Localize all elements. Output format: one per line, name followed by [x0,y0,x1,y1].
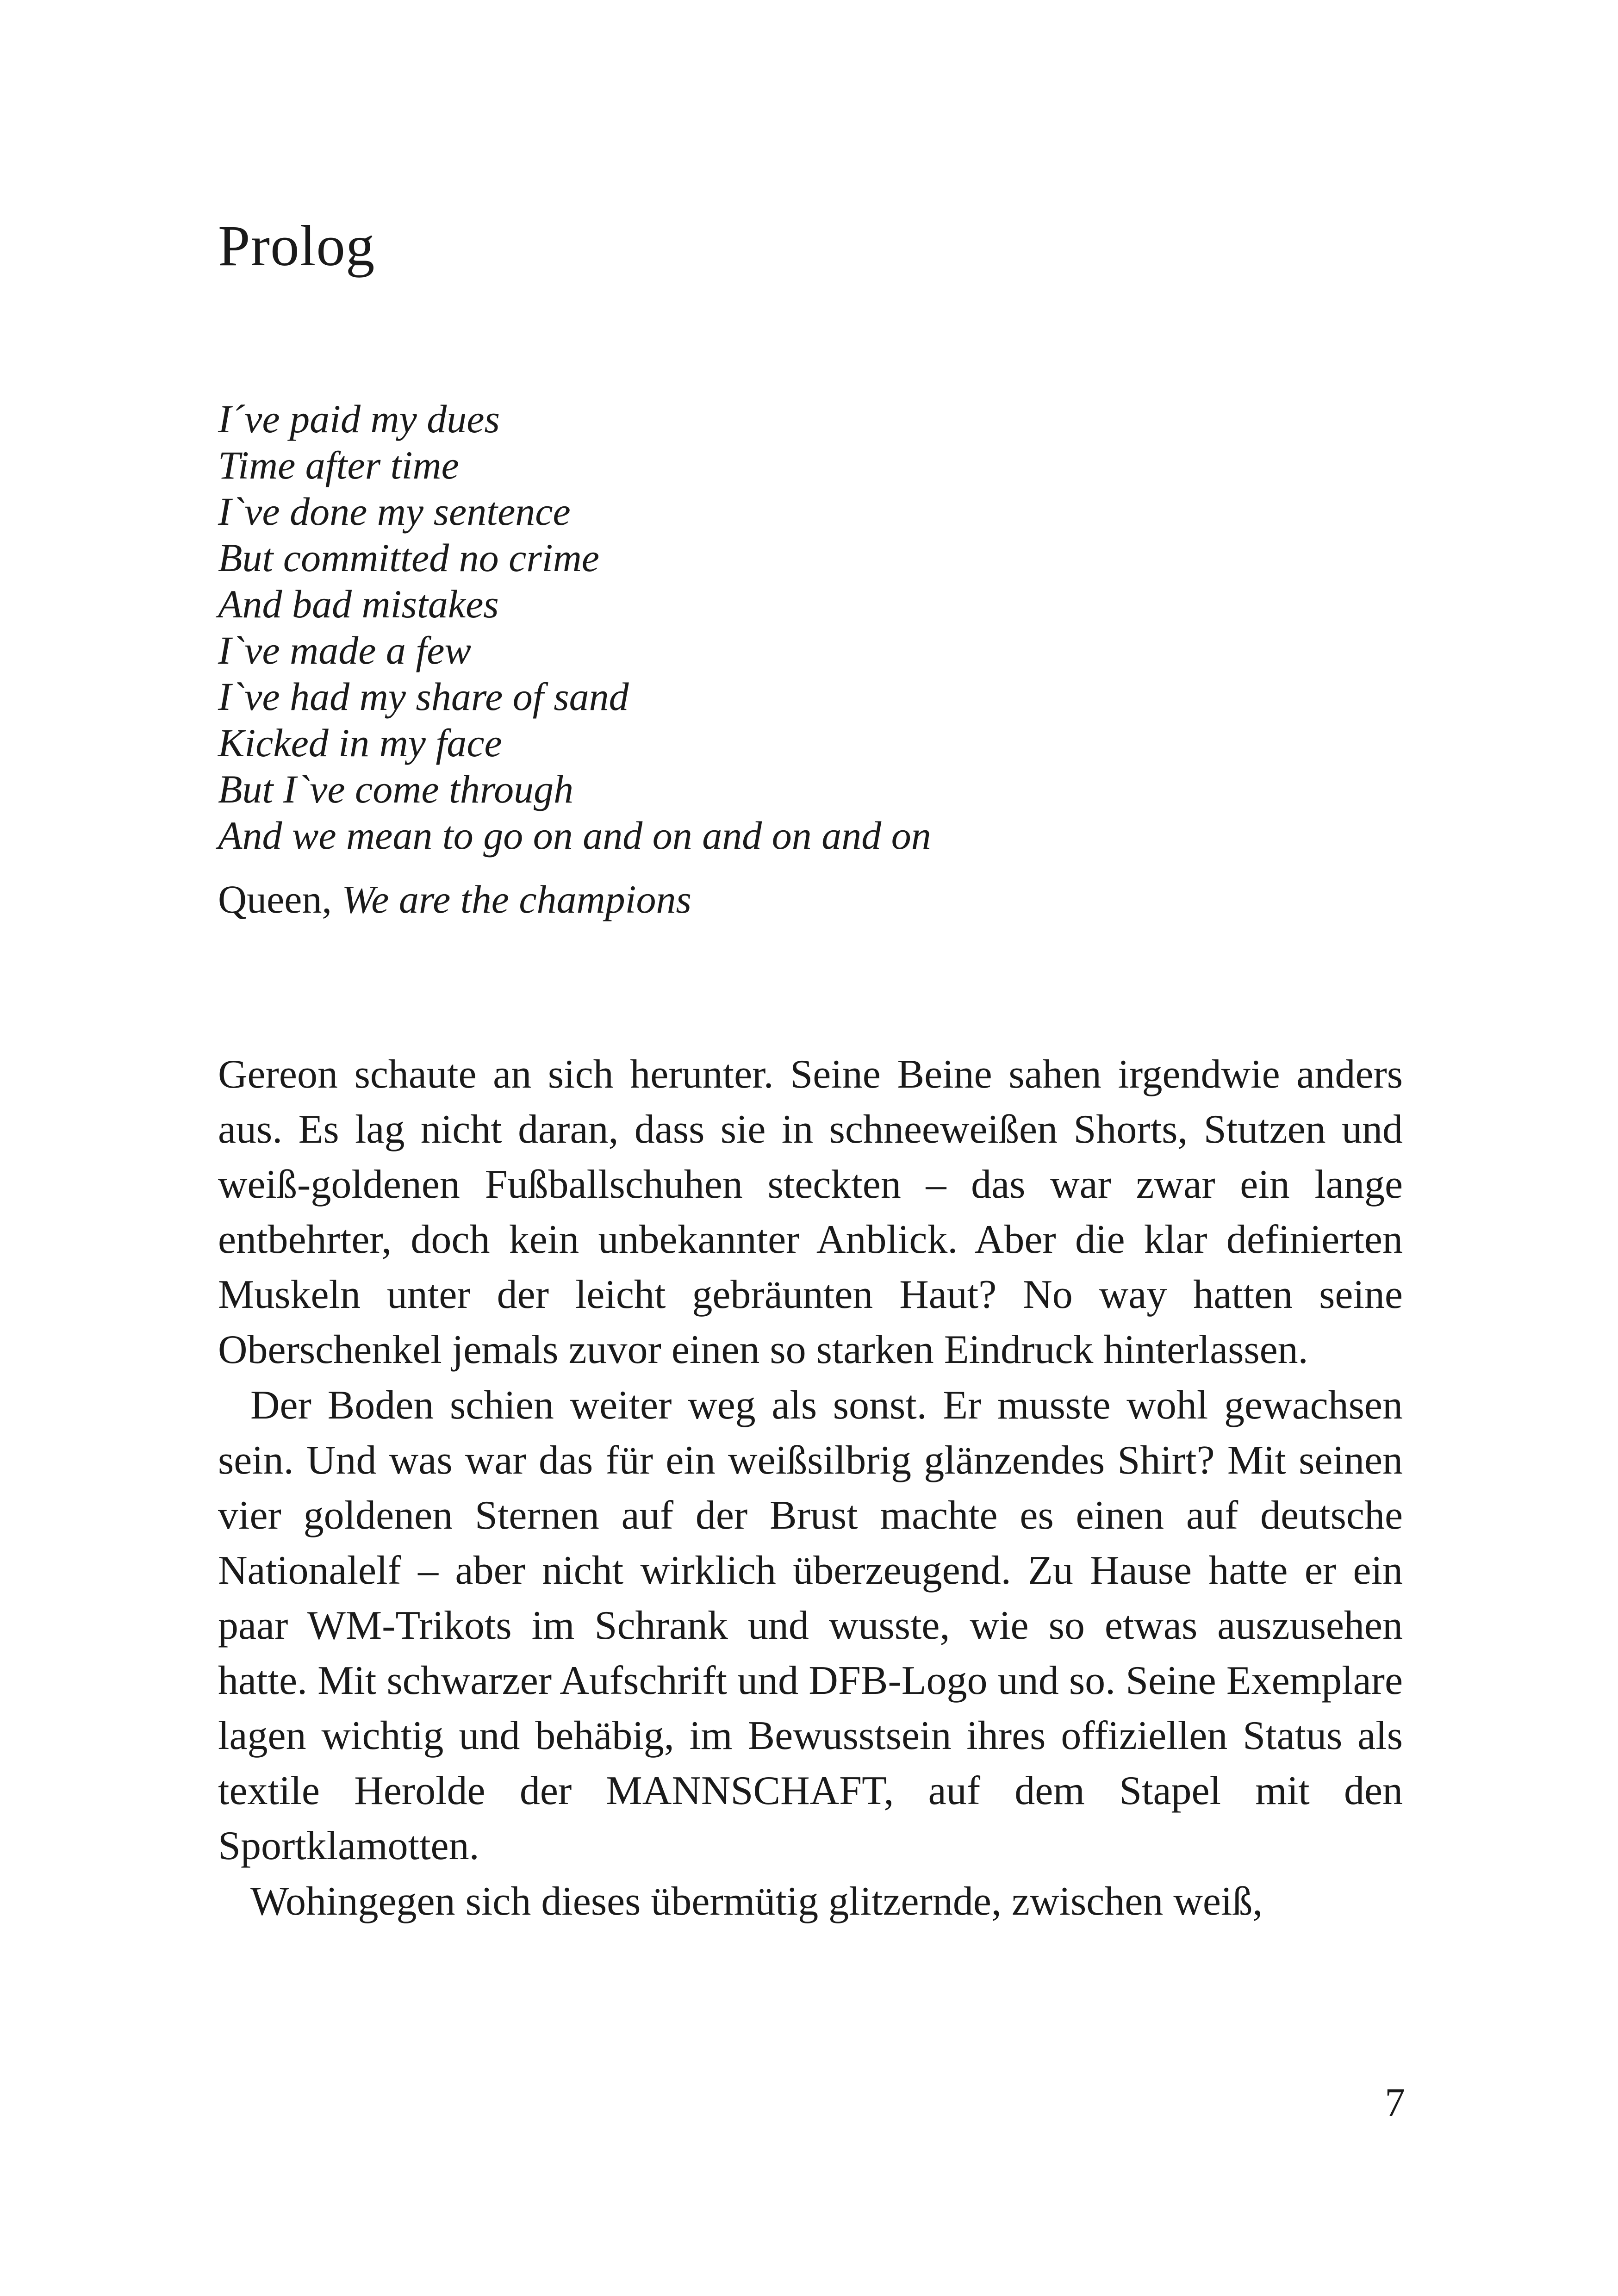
epigraph-line: Time after time [218,443,459,487]
epigraph-line: But I`ve come through [218,767,574,811]
epigraph-line: I`ve made a few [218,628,471,672]
epigraph-line: But committed no crime [218,535,599,580]
attribution-work-title: We are the champions [342,877,692,921]
chapter-title: Prolog [218,214,375,278]
epigraph-line: And we mean to go on and on and on and on [218,813,931,858]
epigraph-line: I´ve paid my dues [218,397,500,441]
epigraph-line: I`ve had my share of sand [218,674,629,719]
epigraph-line: And bad mistakes [218,582,499,626]
epigraph-attribution [218,876,1421,922]
page-number: 7 [1385,2080,1405,2125]
body-text [218,1047,1403,1929]
paragraph: Wohingegen sich dieses übermütig glitzernde, zwischen weiß, [250,1879,1263,1924]
epigraph-line: Kicked in my face [218,721,502,765]
attribution-author: Queen, [218,877,342,921]
paragraph: Der Boden schien weiter weg als sonst. Er musste wohl gewachsen sein. Und was war das für ein weißsilbrig glänzendes Shirt? Mit seinen vier goldenen Sternen auf der Brust machte es einen auf deutsche Nationalelf – aber nicht wirklich überzeugend. Zu Hause hatte er ein paar WM-Trikots im Schrank und wusste, wie so etwas auszusehen hatte. Mit schwarzer Aufschrift und DFB-Logo und so. Seine Exemplare lagen wichtig und behäbig, im Bewusstsein ihres offiziellen Status als textile Herolde der MANNSCHAFT, auf dem Stapel mit den Sportklamotten. [218,1383,1403,1868]
epigraph [218,396,1421,922]
paragraph: Gereon schaute an sich herunter. Seine Beine sahen irgendwie anders aus. Es lag nicht daran, dass sie in schneeweißen Shorts, Stutzen und weiß-goldenen Fußballschuhen steckten – das war zwar ein lange entbehrter, doch kein unbekannter Anblick. Aber die klar definierten Muskeln unter der leicht gebräunten Haut? No way hatten seine Oberschenkel jemals zuvor einen so starken Eindruck hinterlassen. [218,1052,1403,1372]
epigraph-line: I`ve done my sentence [218,489,571,534]
